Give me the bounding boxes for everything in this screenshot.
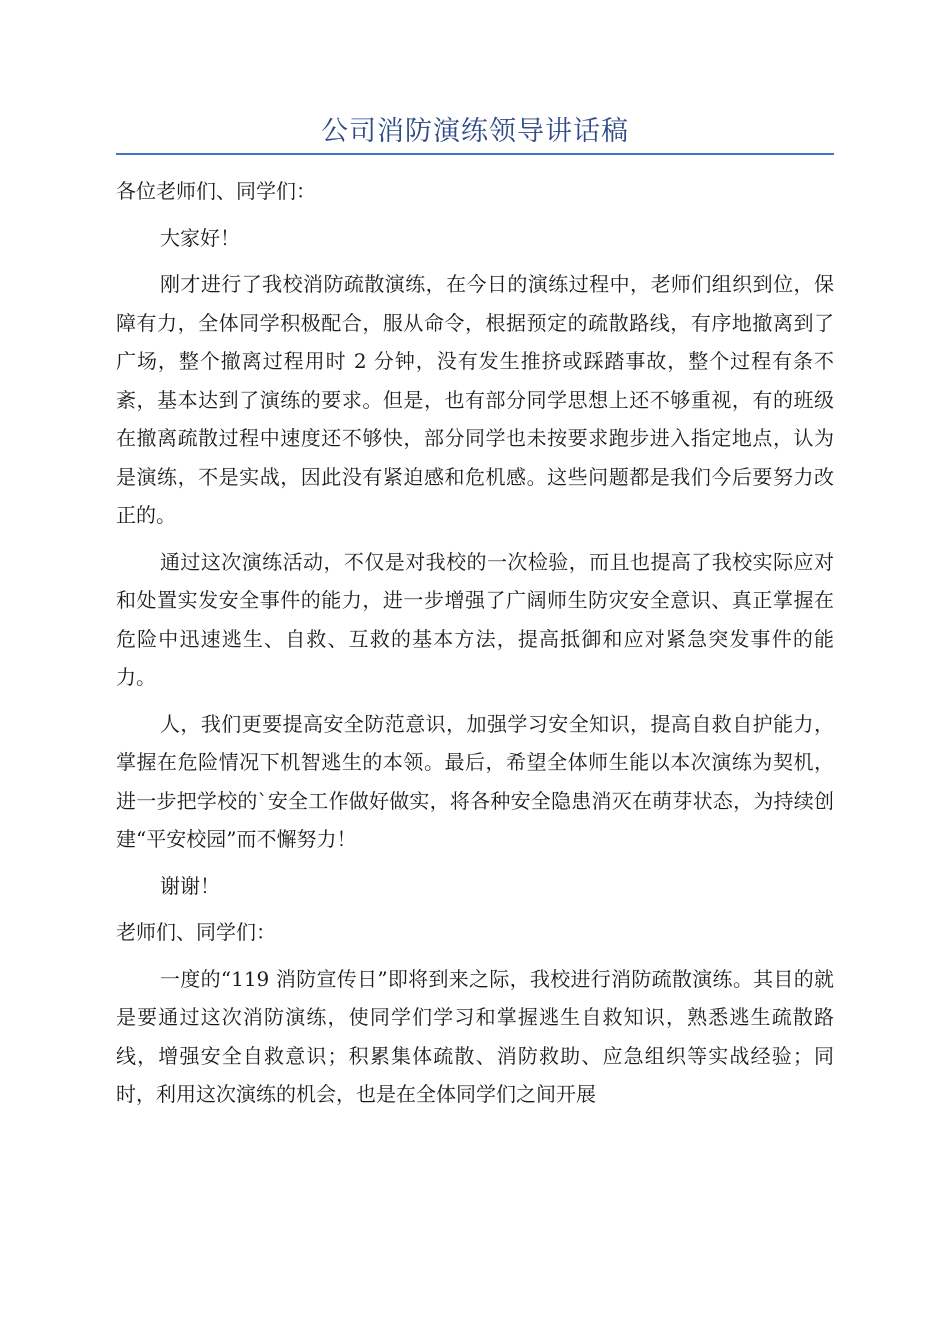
- title-underline: [116, 153, 834, 155]
- body-paragraph: 刚才进行了我校消防疏散演练，在今日的演练过程中，老师们组织到位，保障有力，全体同学积极配合，服从命令，根据预定的疏散路线，有序地撤离到了广场，整个撤离过程用时 2 分钟，没有发生推挤或踩踏事故，整个过程有条不紊，基本达到了演练的要求。但是，也有部分同学思想上还不够重视，有的班级在撤离疏散过程中速度还不够快，部分同学也未按要求跑步进入指定地点，认为是演练，不是实战，因此没有紧迫感和危机感。这些问题都是我们今后要努力改正的。: [116, 272, 834, 527]
- greeting-paragraph: 各位老师们、同学们：: [116, 179, 316, 203]
- document-body: [116, 172, 834, 1122]
- body-paragraph: 一度的“119 消防宣传日”即将到来之际，我校进行消防疏散演练。其目的就是要通过这次消防演练，使同学们学习和掌握逃生自救知识，熟悉逃生疏散路线，增强安全自救意识；积累集体疏散、消防救助、应急组织等实战经验；同时，利用这次演练的机会，也是在全体同学们之间开展: [116, 966, 834, 1106]
- thanks-paragraph: 谢谢！: [160, 873, 220, 898]
- salutation-paragraph: 大家好！: [160, 225, 240, 250]
- body-paragraph: 人，我们更要提高安全防范意识，加强学习安全知识，提高自救自护能力，掌握在危险情况下机智逃生的本领。最后，希望全体师生能以本次演练为契机，进一步把学校的`安全工作做好做实，将各种安全隐患消灭在萌芽状态，为持续创建“平安校园”而不懈努力！: [116, 711, 834, 851]
- document-title: 公司消防演练领导讲话稿: [321, 116, 629, 147]
- second-greeting-paragraph: 老师们、同学们：: [116, 920, 276, 944]
- body-paragraph: 通过这次演练活动，不仅是对我校的一次检验，而且也提高了我校实际应对和处置实发安全事件的能力，进一步增强了广阔师生防灾安全意识、真正掌握在危险中迅速逃生、自救、互救的基本方法，提高抵御和应对紧急突发事件的能力。: [116, 549, 834, 689]
